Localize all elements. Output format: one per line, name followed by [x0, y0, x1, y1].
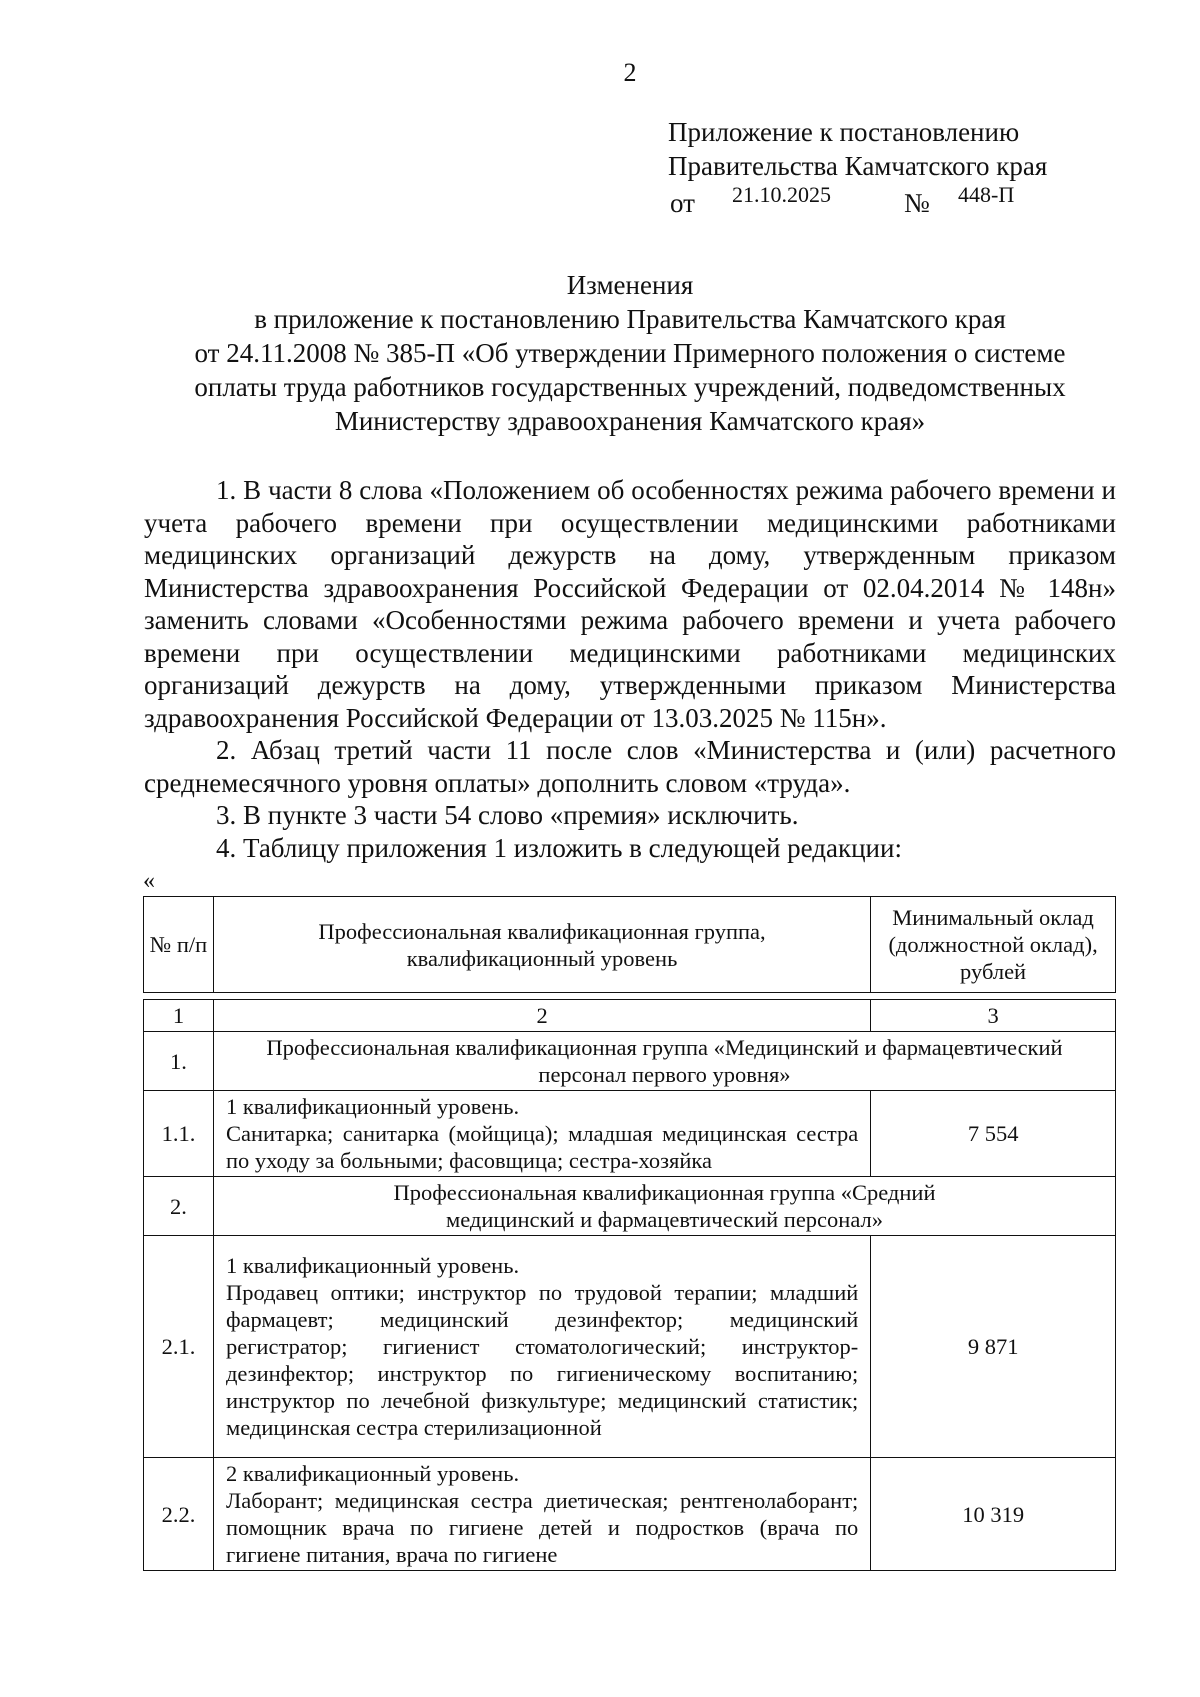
title-line-2: в приложение к постановлению Правительства Камчатского края: [254, 304, 1006, 334]
level-cell: [213, 1458, 870, 1571]
title-line-5: Министерству здравоохранения Камчатского края»: [334, 406, 926, 436]
salary-table-header: [143, 896, 1116, 993]
paragraph-4: 4. Таблицу приложения 1 изложить в следующей редакции:: [216, 832, 902, 863]
column-number: 3: [871, 1000, 1116, 1032]
paragraph-1: 1. В части 8 слова «Положением об особенностях режима рабочего времени и учета рабочего времени при осуществлении медицинскими работниками медицинских организаций дежурств на дому, утвержденным приказом Министерства здравоохранения Российской Федерации от 02.04.2014 № 148н» заменить словами «Особенностями режима рабочего времени и учета рабочего времени при осуществлении медицинскими работниками медицинских организаций дежурств на дому, утвержденными приказом Министерства здравоохранения Российской Федерации от 13.03.2025 № 115н».: [144, 475, 1116, 733]
row-number: 2.2.: [144, 1458, 214, 1571]
salary-value: 7 554: [871, 1091, 1116, 1177]
page-number: 2: [623, 58, 637, 87]
salary-table: [143, 999, 1116, 1571]
table-row: [144, 1032, 1116, 1091]
title-line-4: оплаты труда работников государственных учреждений, подведомственных: [194, 372, 1066, 402]
level-title: 1 квалификационный уровень.: [225, 1094, 520, 1119]
paragraph-3: 3. В пункте 3 части 54 слово «премия» исключить.: [216, 800, 799, 830]
header-number: № п/п: [144, 897, 214, 993]
title-line-1: Изменения: [566, 270, 694, 300]
header-group: Профессиональная квалификационная группа, квалификационный уровень: [213, 897, 870, 993]
column-numbers-row: [144, 1000, 1116, 1032]
appendix-header: [668, 115, 1047, 183]
number-label: №: [904, 188, 930, 218]
group-title: Профессиональная квалификационная группа «Средний медицинский и фармацевтический персонал»: [213, 1177, 1115, 1236]
level-title: 1 квалификационный уровень.: [225, 1253, 520, 1278]
positions-list: Продавец оптики; инструктор по трудовой терапии; младший фармацевт; медицинский дезинфектор; медицинский регистратор; гигиенист стоматологический; инструктор-дезинфектор; инструктор по гигиеническому воспитанию; инструктор по лечебной физкультуре; медицинский статистик; медицинская сестра стерилизационной: [225, 1280, 859, 1440]
resolution-number: 448-П: [958, 182, 1015, 207]
positions-list: Лаборант; медицинская сестра диетическая; рентгенолаборант; помощник врача по гигиене детей и подростков (врача по гигиене питания, врача по гигиене: [225, 1488, 859, 1567]
row-number: 1.: [144, 1032, 214, 1091]
appendix-line-1: Приложение к постановлению: [668, 117, 1020, 147]
salary-value: 9 871: [871, 1236, 1116, 1458]
level-cell: [213, 1236, 870, 1458]
level-cell: [213, 1091, 870, 1177]
row-number: 1.1.: [144, 1091, 214, 1177]
from-label: от: [670, 188, 695, 218]
paragraph-2: 2. Абзац третий части 11 после слов «Министерства и (или) расчетного среднемесячного уровня оплаты» дополнить словом «труда».: [144, 735, 1116, 798]
resolution-date: 21.10.2025: [732, 182, 831, 207]
row-number: 2.1.: [144, 1236, 214, 1458]
body-text: [144, 474, 1116, 864]
level-title: 2 квалификационный уровень.: [225, 1461, 520, 1486]
row-number: 2.: [144, 1177, 214, 1236]
header-salary: Минимальный оклад (должностной оклад), рублей: [871, 897, 1116, 993]
positions-list: Санитарка; санитарка (мойщица); младшая медицинская сестра по уходу за больными; фасовщица; сестра-хозяйка: [225, 1121, 859, 1173]
column-number: 1: [144, 1000, 214, 1032]
table-row: [144, 1091, 1116, 1177]
appendix-line-2: Правительства Камчатского края: [668, 151, 1048, 181]
salary-value: 10 319: [871, 1458, 1116, 1571]
document-title: [120, 268, 1140, 438]
table-row: [144, 1177, 1116, 1236]
table-row: [144, 1458, 1116, 1571]
column-number: 2: [213, 1000, 870, 1032]
title-line-3: от 24.11.2008 № 385-П «Об утверждении Примерного положения о системе: [194, 338, 1066, 368]
group-title: Профессиональная квалификационная группа «Медицинский и фармацевтический персонал первого уровня»: [213, 1032, 1115, 1091]
opening-quote: «: [143, 868, 155, 894]
table-row: [144, 1236, 1116, 1458]
